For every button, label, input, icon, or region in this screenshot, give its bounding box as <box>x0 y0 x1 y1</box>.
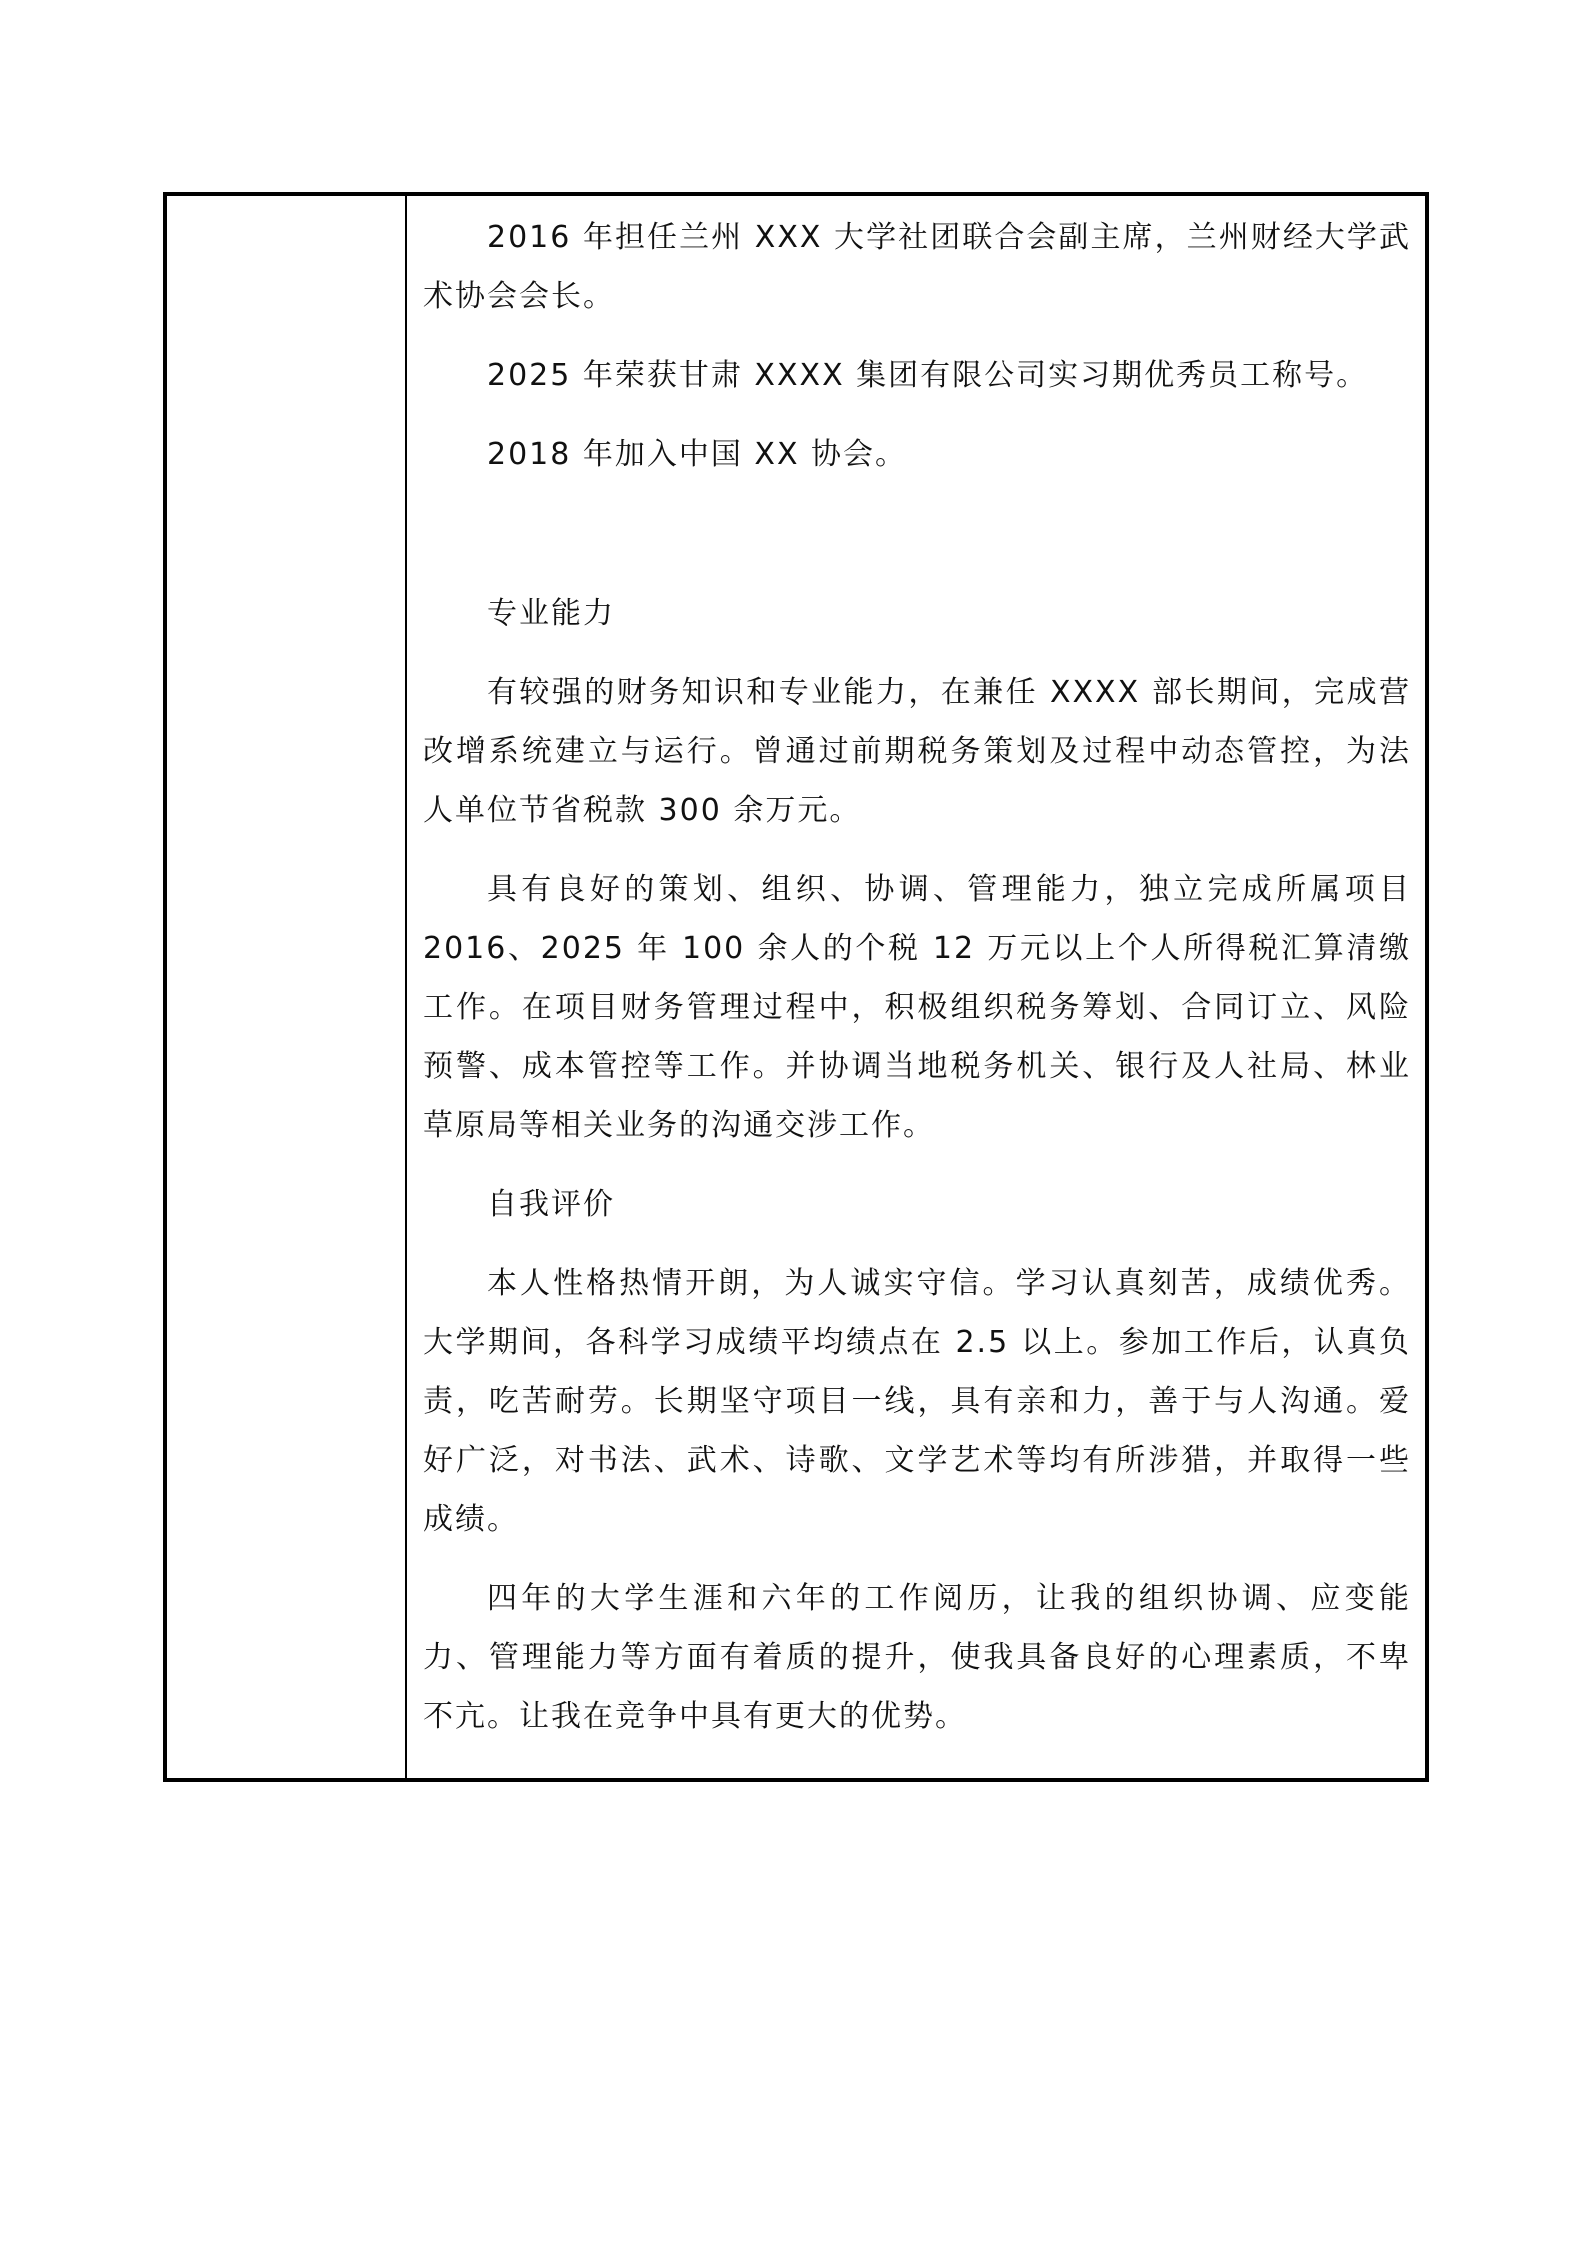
activity-paragraph: 2016 年担任兰州 XXX 大学社团联合会副主席，兰州财经大学武术协会会长。 <box>423 220 1411 314</box>
content-cell <box>409 196 1425 1778</box>
self-evaluation-heading: 自我评价 <box>487 1187 615 1222</box>
self-evaluation-paragraph: 四年的大学生涯和六年的工作阅历，让我的组织协调、应变能力、管理能力等方面有着质的提升，使我具备良好的心理素质，不卑不亢。让我在竞争中具有更大的优势。 <box>423 1581 1411 1734</box>
professional-paragraph: 具有良好的策划、组织、协调、管理能力，独立完成所属项目 2016、2025 年 100 余人的个税 12 万元以上个人所得税汇算清缴工作。在项目财务管理过程中，积极组织税务筹划、合同订立、风险预警、成本管控等工作。并协调当地税务机关、银行及人社局、林业草原局等相关业务的沟通交涉工作。 <box>423 872 1411 1143</box>
resume-table <box>163 192 1429 1782</box>
membership-paragraph: 2018 年加入中国 XX 协会。 <box>487 437 908 472</box>
professional-heading: 专业能力 <box>487 596 615 631</box>
self-evaluation-paragraph: 本人性格热情开朗，为人诚实守信。学习认真刻苦，成绩优秀。大学期间，各科学习成绩平均绩点在 2.5 以上。参加工作后，认真负责，吃苦耐劳。长期坚守项目一线，具有亲和力，善于与人沟通。爱好广泛，对书法、武术、诗歌、文学艺术等均有所涉猎，并取得一些成绩。 <box>423 1266 1411 1537</box>
label-cell <box>167 196 407 1778</box>
award-paragraph: 2025 年荣获甘肃 XXXX 集团有限公司实习期优秀员工称号。 <box>487 358 1369 393</box>
professional-paragraph: 有较强的财务知识和专业能力，在兼任 XXXX 部长期间，完成营改增系统建立与运行。曾通过前期税务策划及过程中动态管控，为法人单位节省税款 300 余万元。 <box>423 675 1411 828</box>
